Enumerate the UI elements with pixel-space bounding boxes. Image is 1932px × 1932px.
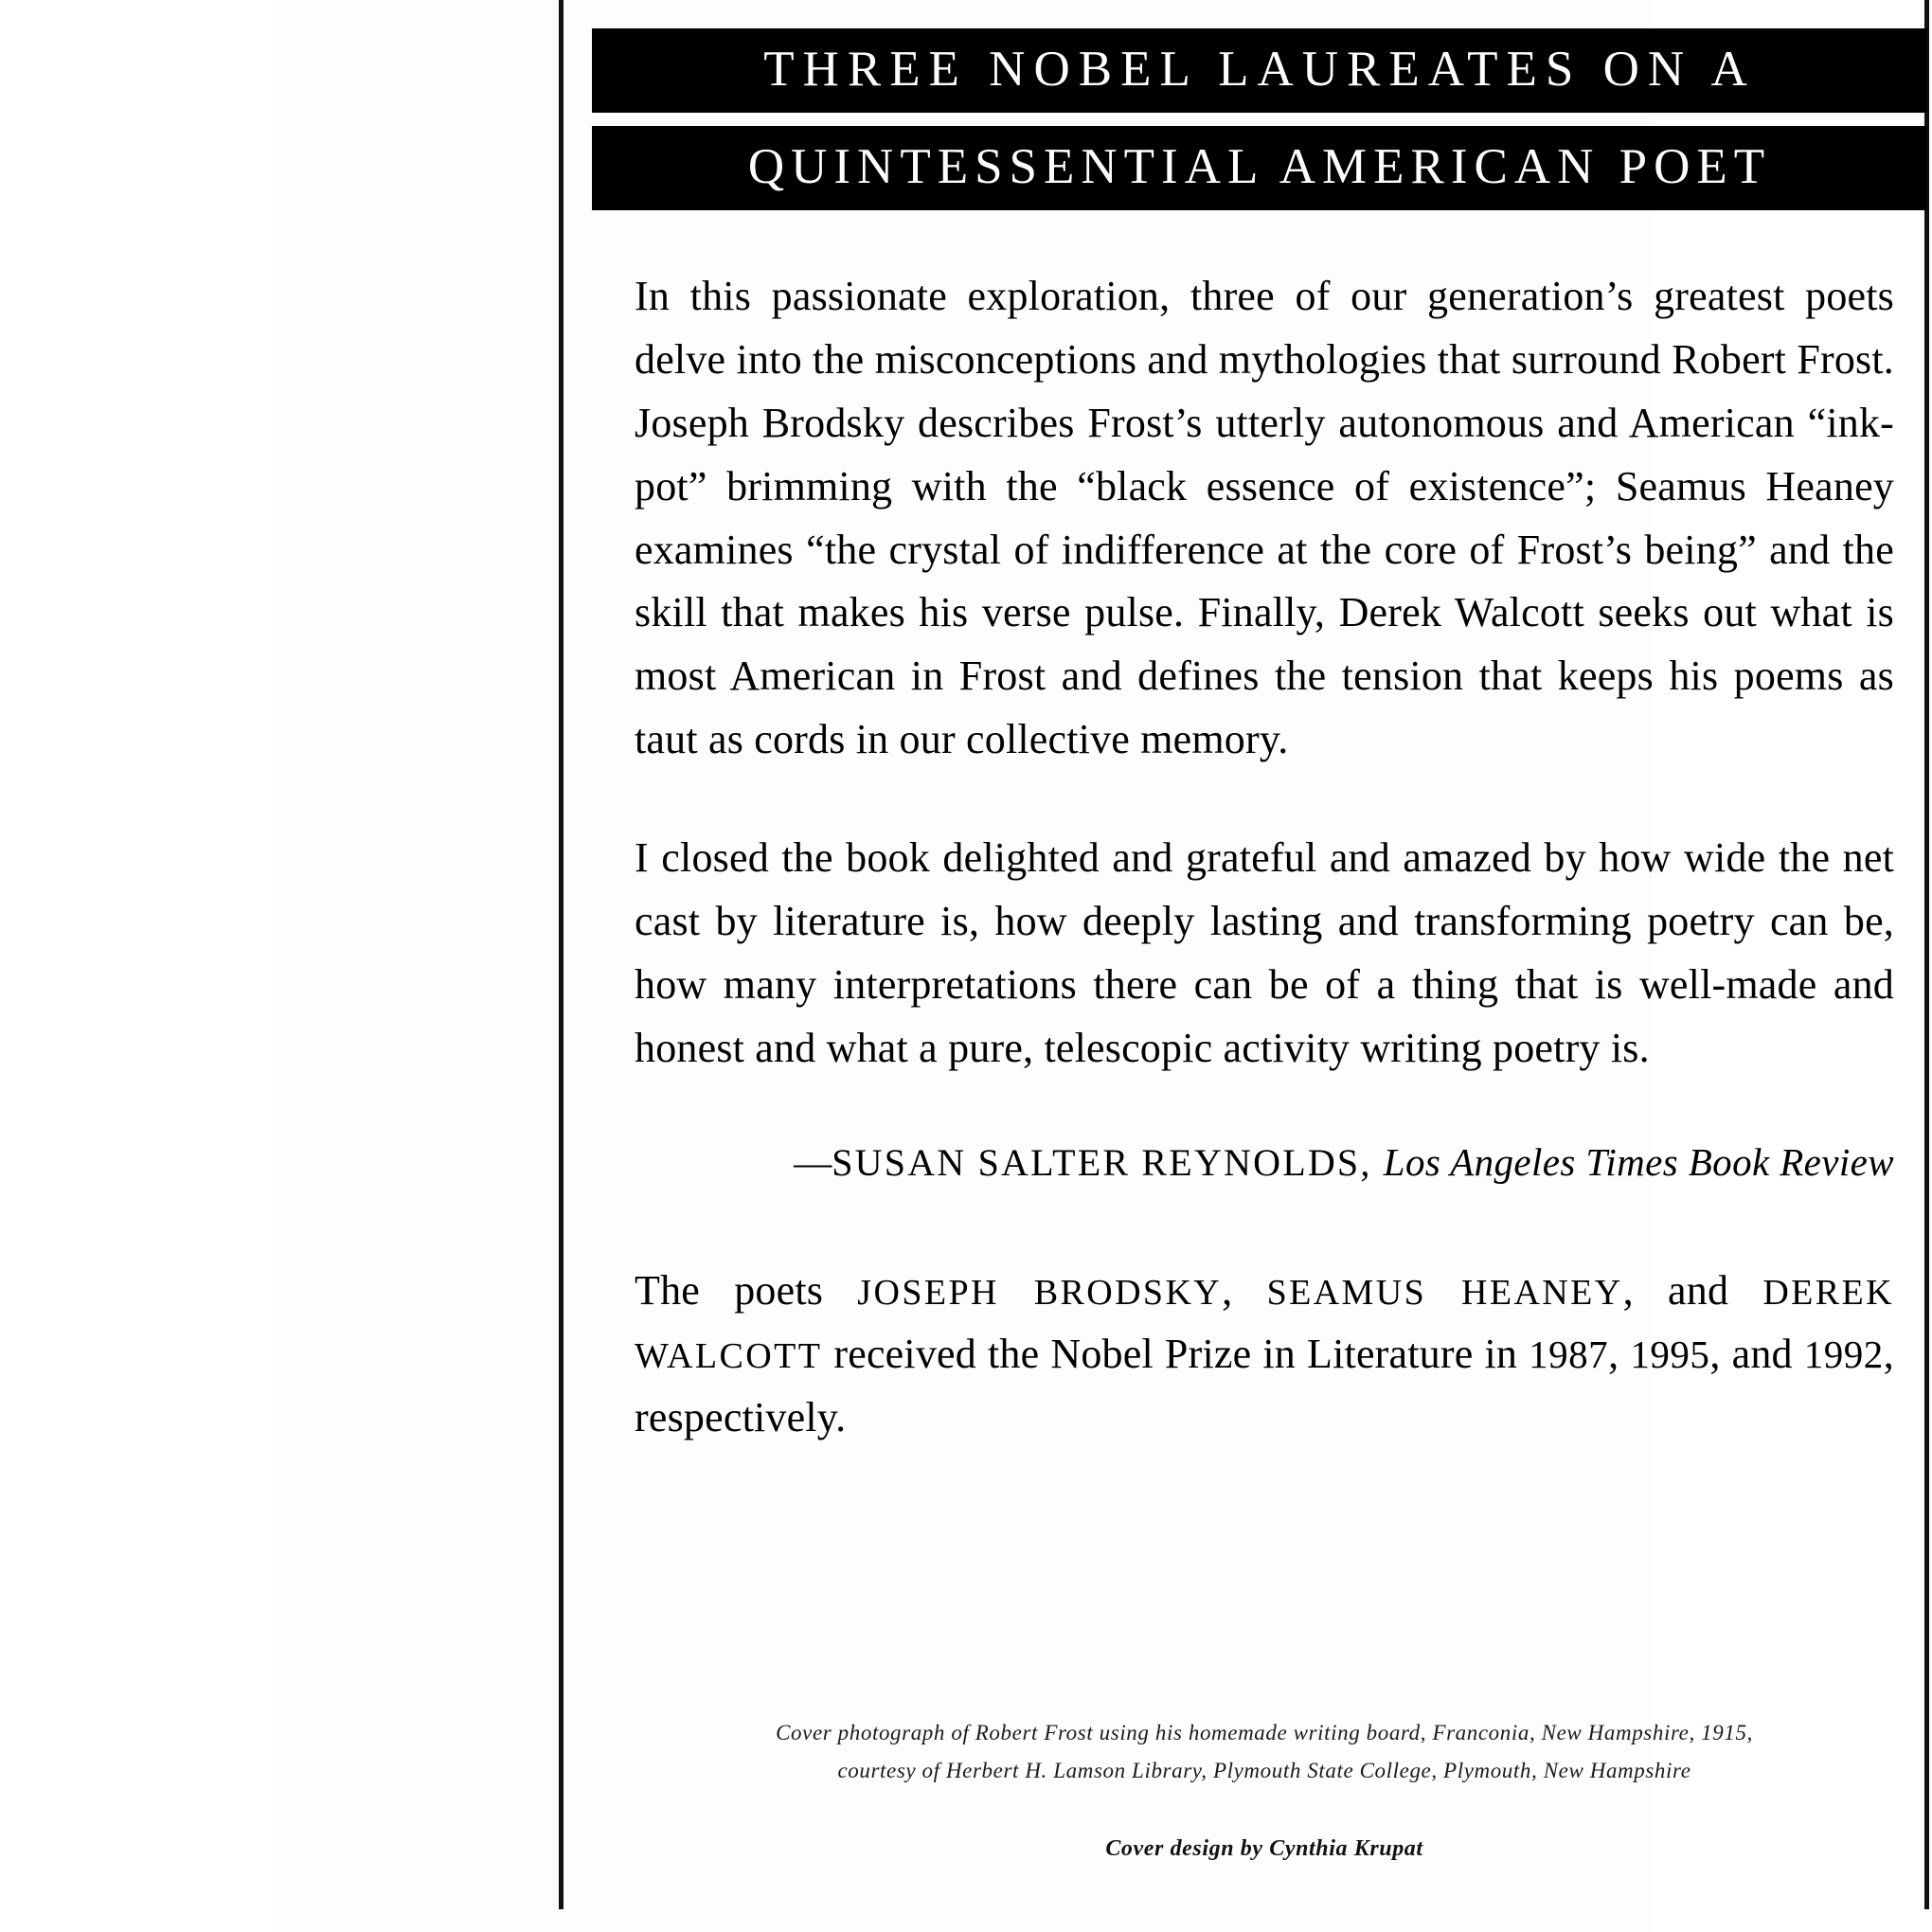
review-quote-paragraph: I closed the book delighted and grateful and amazed by how wide the net cast by literature is, how deeply lasting and transforming poetry can be, how many interpretations there can be of a thing that is well-made and honest and what a pure, telescopic activity writing poetry is. [635,834,1894,1071]
nobel-year-brodsky: 1987 [1529,1332,1609,1376]
bio-separator-2: , and [1622,1266,1763,1314]
bio-tail-text: , respectively. [635,1330,1894,1440]
headline-line-1: THREE NOBEL LAUREATES ON A [592,28,1927,113]
bio-year-separator-1: , [1608,1330,1631,1377]
cover-credits [635,1714,1894,1862]
bio-lead-text: The poets [635,1266,858,1314]
nobel-year-heaney: 1995 [1630,1332,1710,1376]
poet-name-brodsky: JOSEPH BRODSKY [857,1272,1223,1313]
author-bio-paragraph [635,1260,1894,1450]
poet-name-heaney: SEAMUS HEANEY [1266,1272,1623,1313]
cover-body-text [635,265,1894,1450]
description-paragraph: In this passionate exploration, three of our generation’s greatest poets delve into the misconceptions and mythologies that surround Robert Frost. Joseph Brodsky describes Frost’s utterly autonomous and American “ink-pot” brimming with the “black essence of existence”; Seamus Heaney examines “the crystal of indifference at the core of Frost’s being” and the skill that makes his verse pulse. Finally, Derek Walcott seeks out what is most American in Frost and defines the tension that keeps his poems as taut as cords in our collective memory. [635,273,1894,763]
attribution-source: Los Angeles Times Book Review [1383,1139,1894,1184]
nobel-year-walcott: 1992 [1803,1332,1884,1376]
attribution-dash: — [794,1140,832,1184]
cover-right-edge-rule [1924,0,1929,1909]
bio-separator-1: , [1222,1266,1267,1314]
bio-year-separator-2: , and [1709,1330,1804,1377]
cover-headline-banner [592,28,1927,210]
bio-middle-text: received the Nobel Prize in Literature in [822,1330,1530,1377]
photo-credit-line-2: courtesy of Herbert H. Lamson Library, Plymouth State College, Plymouth, New Hampshire [837,1759,1691,1783]
cover-design-credit: Cover design by Cynthia Krupat [1105,1835,1423,1861]
poet-name-walcott: DEREK WALCOTT [635,1272,1894,1376]
headline-line-2: QUINTESSENTIAL AMERICAN POET [592,126,1927,210]
attribution-reviewer: SUSAN SALTER REYNOLDS, [832,1140,1372,1184]
cover-left-edge-rule [559,0,564,1909]
photo-credit-line-1: Cover photograph of Robert Frost using his homemade writing board, Franconia, New Hampshire, 1915, [776,1721,1753,1744]
cover-scan [279,0,1894,1932]
review-attribution [635,1136,1894,1190]
